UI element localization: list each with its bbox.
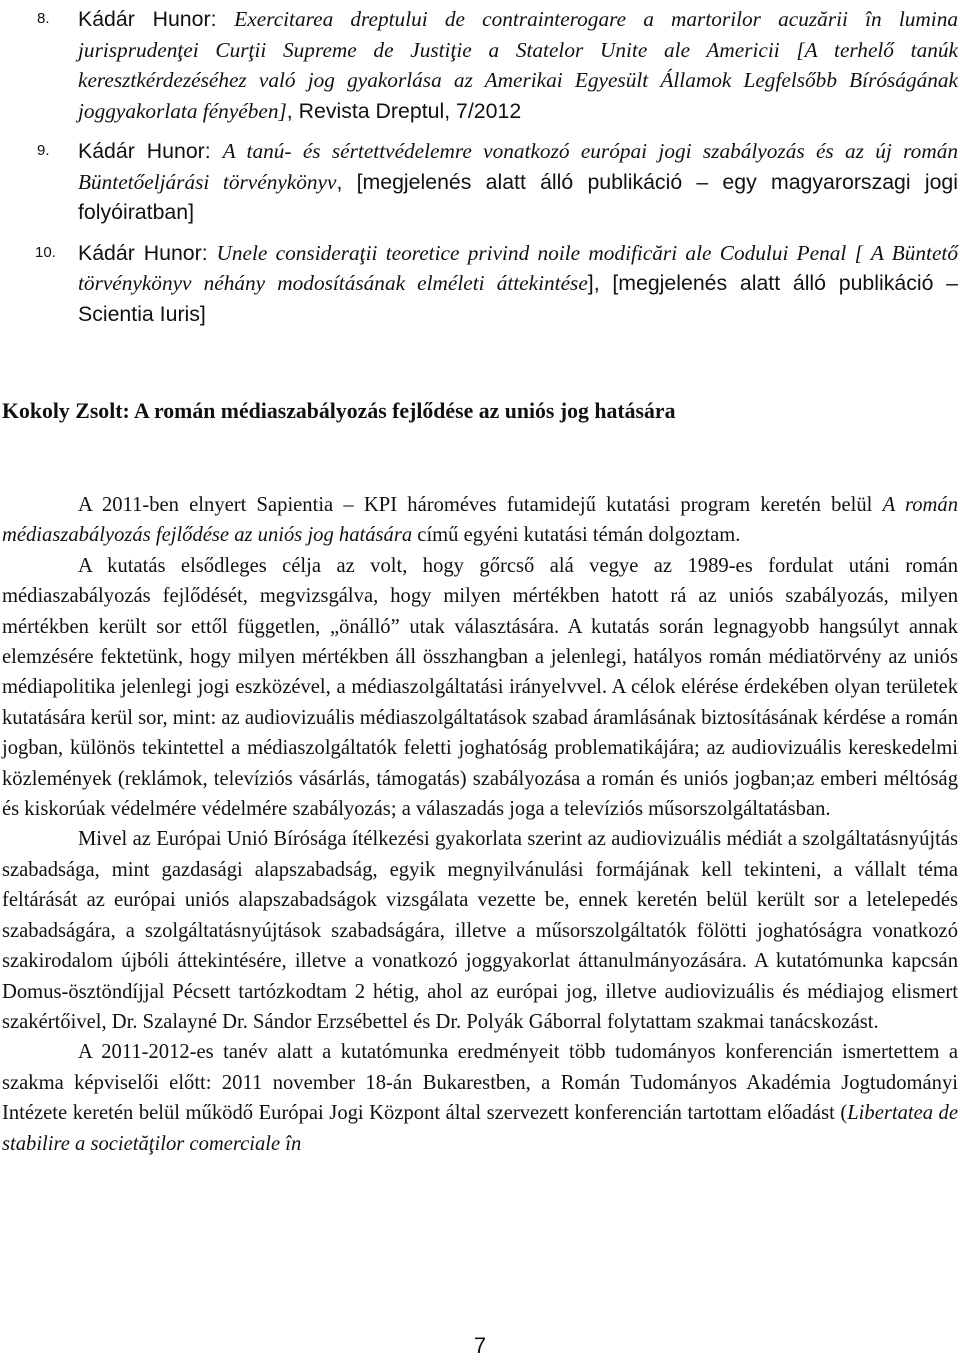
reference-item xyxy=(0,238,958,330)
reference-number: 10. xyxy=(35,243,56,261)
reference-author: Kádár Hunor: xyxy=(78,7,235,31)
reference-title: Unele consideraţii teoretice privind noile modificări ale Codului Penal [ A Büntető törvénykönyv néhány modosításának elméleti áttekintése xyxy=(78,240,958,295)
body-paragraph: Mivel az Európai Unió Bírósága ítélkezési gyakorlata szerint az audiovizuális médiát a szolgáltatásnyújtás szabadsága, mint gazdasági alapszabadság, egyik megnyilvánulási formájának kell tekinteni, a vállalt téma feltárását az európai uniós alapszabadságok vizsgálata vezette be, ennek keretén belül került sor a letelepedés szabadságára, a szolgáltatásnyújtások szabadságára, illetve a műsorszolgáltatók fölötti joghatóságra vonatkozó szakirodalom újbóli áttekintésére, illetve a vonatkozó joggyakorlat áttanulmányozására. A kutatómunka kapcsán Domus-ösztöndíjjal Pécsett tartózkodtam 2 hétig, ahol az európai jog, illetve audiovizuális és médiajog elismert szakértőivel, Dr. Szalayné Dr. Sándor Erzsébettel és Dr. Polyák Gáborral folytattam szakmai tanácskozást. xyxy=(2,828,958,1033)
body-paragraph xyxy=(2,1037,958,1159)
paragraph-text: A 2011-2012-es tanév alatt a kutatómunka eredményeit több tudományos konferencián ismertettem a szakma képviselői előtt: 2011 november 18-án Bukarestben, a Román Tudományos Akadémia Jogtudományi Intézete keretén belül működő Európai Jogi Központ által szervezett konferencián tartottam előadást ( xyxy=(2,1041,958,1125)
research-topic-title: A román médiaszabályozás fejlődése az uniós jog hatására xyxy=(2,494,959,547)
reference-source: , [megjelenés alatt álló publikáció – egy magyarorszagi jogi folyóiratban] xyxy=(78,169,958,224)
reference-source: ], [megjelenés alatt álló publikáció – Scientia Iuris] xyxy=(78,271,959,326)
reference-list xyxy=(0,4,958,339)
reference-number: 8. xyxy=(37,10,50,27)
reference-item xyxy=(0,4,958,126)
reference-author: Kádár Hunor: xyxy=(78,240,217,265)
paragraph-text: A 2011-ben elnyert Sapientia – KPI hároméves futamidejű kutatási program keretén belül xyxy=(78,494,883,516)
body-paragraph xyxy=(2,490,958,551)
section-body xyxy=(2,490,958,1159)
lecture-title: Libertatea de stabilire a societăţilor comerciale în xyxy=(2,1102,958,1155)
reference-author: Kádár Hunor: xyxy=(78,139,223,163)
body-paragraph: A kutatás elsődleges célja az volt, hogy gőrcső alá vegye az 1989-es fordulat utáni román médiaszabályozás fejlődését, megvizsgálva, hogy milyen mértékben hatott rá az uniós szabályozás, milyen mértékben került sor ettől független, „önálló” utak választására. A kutatás során legnagyobb hangsúlyt annak elemzésére fektetünk, hogy milyen mértékben áll összhangban a jelenlegi, hatályos román médiatörvény az uniós médiapolitika jelenlegi jogi eszközével, a médiaszolgáltatási irányelvvel. A célok elérése érdekében olyan területek kutatására kerül sor, mint: az audiovizuális médiaszolgáltatások szabad áramlásának biztosításának kérdése a román jogban, különös tekintettel a médiaszolgáltatók feletti joghatóság problematikájára; az audiovizuális kereskedelmi közlemények (reklámok, televíziós vásárlás, támogatás) szabályozása a román és uniós jogban;az emberi méltóság és kiskorúak védelmére védelmére szabályozás; a válaszadás joga a televíziós műsorszolgáltatásban. xyxy=(2,554,958,821)
reference-title: A tanú- és sértettvédelemre vonatkozó európai jogi szabályozás és az új román Büntetőeljárási törvénykönyv xyxy=(78,139,958,194)
reference-item xyxy=(0,136,958,228)
reference-title: Exercitarea dreptului de contrainterogare a martorilor acuzării în lumina jurisprudenţei Curţii Supreme de Justiţie a Statelor Unite ale Americii [A terhelő tanúk keresztkérdezéséhez való jog gyakorlása az Amerikai Egyesült Államok Legfelsőbb Bíróságának joggyakorlata fényében] xyxy=(78,7,958,123)
page-number: 7 xyxy=(473,1333,487,1358)
section-heading: Kokoly Zsolt: A román médiaszabályozás fejlődése az uniós jog hatására xyxy=(2,399,676,423)
paragraph-text: című egyéni kutatási témán dolgoztam. xyxy=(412,524,741,547)
reference-source: , Revista Dreptul, 7/2012 xyxy=(286,98,522,123)
reference-number: 9. xyxy=(37,142,50,159)
